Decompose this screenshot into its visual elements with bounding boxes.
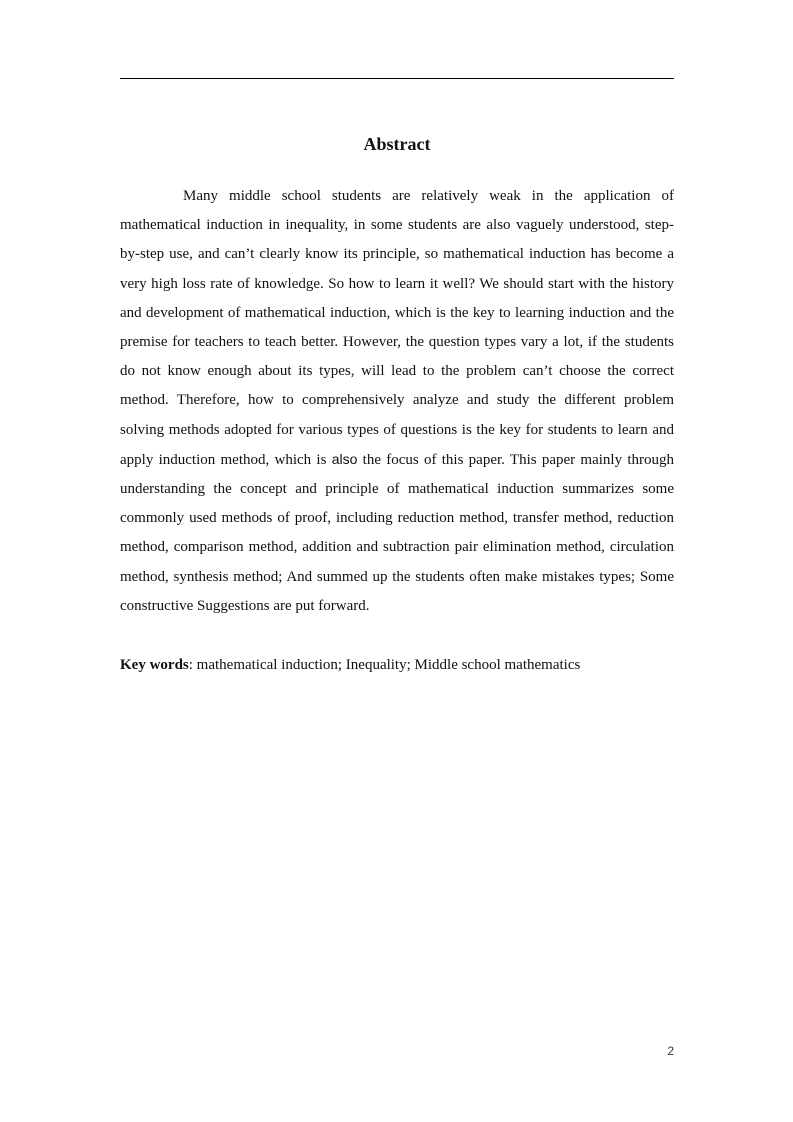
header-rule [120,78,674,79]
abstract-body-inline-word: also [331,450,358,467]
abstract-body [120,182,674,621]
page-number: 2 [667,1044,674,1058]
keywords-line [120,652,674,678]
abstract-body-text-part1: Many middle school students are relatively weak in the application of mathematical induction in inequality, in some students are also vaguely understood, step-by-step use, and can’t clearly know its principle, so mathematical induction has become a very high loss rate of knowledge. So how to learn it well? We should start with the history and development of mathematical induction, which is the key to learning induction and the premise for teachers to teach better. However, the question types vary a lot, if the students do not know enough about its types, will lead to the problem can’t choose the correct method. Therefore, how to comprehensively analyze and study the different problem solving methods adopted for various types of questions is the key for students to learn and apply induction method, which is [120,188,674,468]
keywords-label: Key words [120,657,189,673]
keywords-text: : mathematical induction; Inequality; Middle school mathematics [188,657,581,673]
abstract-body-text-part2: the focus of this paper. This paper mainly through understanding the concept and principle of mathematical induction summarizes some commonly used methods of proof, including reduction method, transfer method, reduction method, comparison method, addition and subtraction pair elimination method, circulation method, synthesis method; And summed up the students often make mistakes types; Some constructive Suggestions are put forward. [120,451,674,614]
abstract-title: Abstract [363,134,431,154]
